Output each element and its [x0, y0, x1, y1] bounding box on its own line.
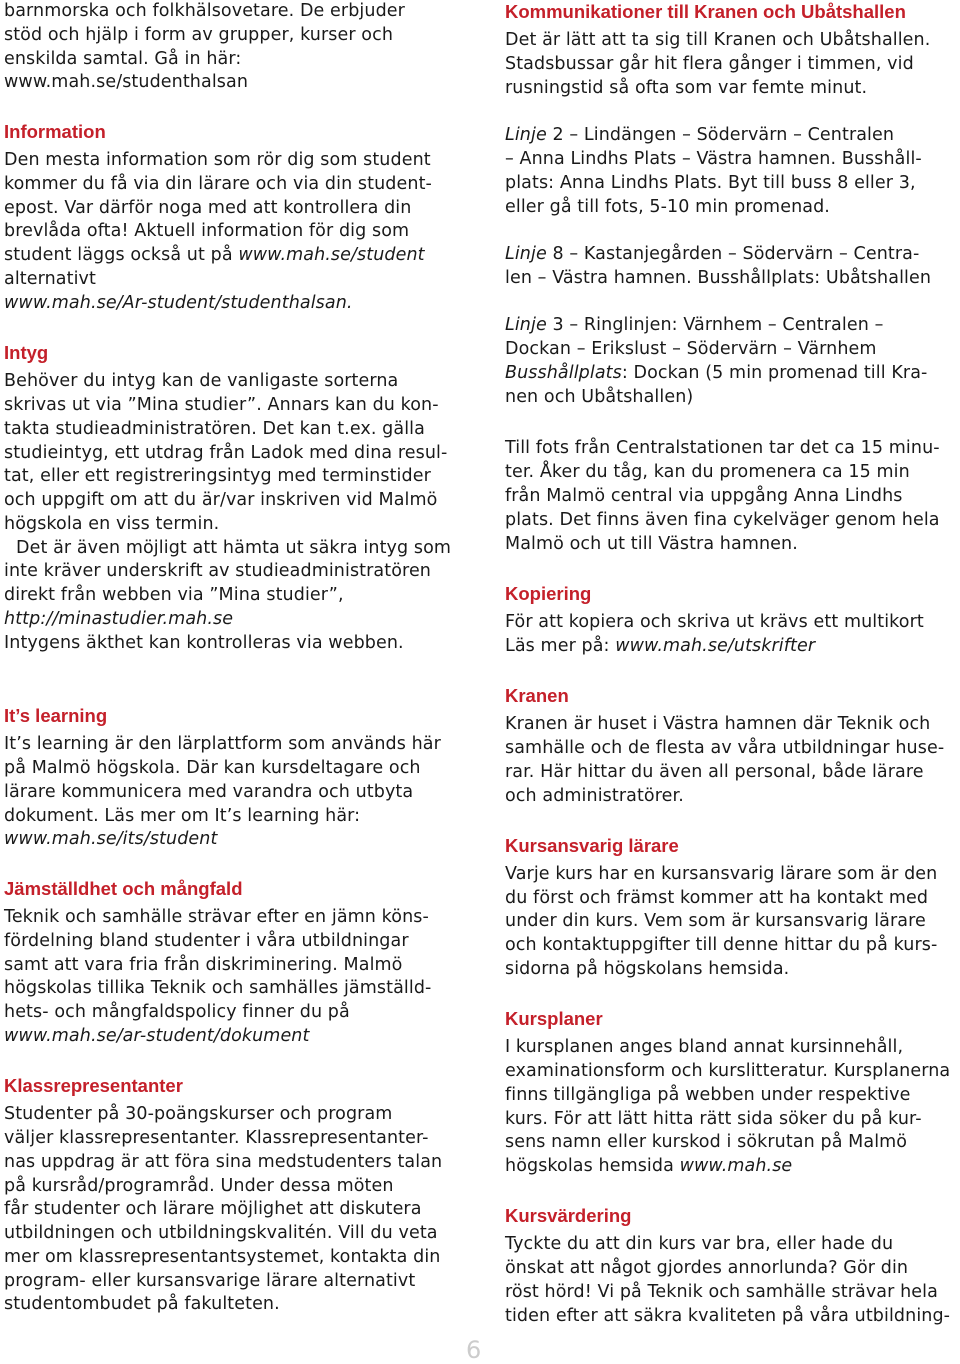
fots-line: Till fots från Centralstationen tar det ca 15 minu- — [505, 438, 940, 458]
linje3-line: nen och Ubåtshallen) — [505, 387, 694, 407]
kursplaner-line: I kursplanen anges bland annat kursinnehåll, — [505, 1037, 904, 1057]
busshallplats-label: Busshållplats — [505, 363, 622, 383]
intyg-line: Det är även möjligt att hämta ut säkra intyg som — [16, 538, 452, 558]
linje-label: Linje — [505, 125, 547, 145]
intyg-line: Behöver du intyg kan de vanligaste sorterna — [4, 371, 399, 391]
kursansvarig-line: under din kurs. Vem som är kursansvarig lärare — [505, 911, 926, 931]
section-heading-jamstalldhet: Jämställdhet och mångfald — [4, 878, 243, 899]
section-heading-klassrepresentanter: Klassrepresentanter — [4, 1075, 183, 1096]
studenthalsan-link-text[interactable]: www.mah.se/Ar-student/studenthalsan. — [4, 293, 353, 313]
klass-line: väljer klassrepresentanter. Klassrepresentanter- — [4, 1128, 429, 1148]
kursvardering-line: tiden efter att säkra kvaliteten på våra utbildning- — [505, 1306, 951, 1326]
fots-line: från Malmö central via uppgång Anna Lindhs — [505, 486, 903, 506]
information-line: Den mesta information som rör dig som student — [4, 150, 431, 170]
linje3-text: : Dockan (5 min promenad till Kra- — [621, 363, 928, 383]
intyg-line: och uppgift om att du är/var inskriven vid Malmö — [4, 490, 438, 510]
komm-line: Det är lätt att ta sig till Kranen och Ubåtshallen. — [505, 30, 931, 50]
its-line: lärare kommunicera med varandra och utbyta — [4, 782, 414, 802]
studenthalsan-link[interactable] — [4, 292, 353, 316]
fots-line: Malmö och ut till Västra hamnen. — [505, 534, 798, 554]
klass-line: program- eller kursansvarige lärare alternativt — [4, 1271, 416, 1291]
linje2-text: 2 – Lindängen – Södervärn – Centralen — [546, 125, 895, 145]
section-heading-kursansvarig: Kursansvarig lärare — [505, 835, 679, 856]
mah-link[interactable]: www.mah.se — [679, 1156, 793, 1176]
kopiering-line — [505, 635, 815, 659]
information-line: epost. Var därför noga med att kontrollera din — [4, 198, 412, 218]
intyg-line: takta studieadministratören. Det kan t.ex. gälla — [4, 419, 425, 439]
its-line: dokument. Läs mer om It’s learning här: — [4, 806, 361, 826]
klass-line: på kursråd/programråd. Under dessa möten — [4, 1176, 394, 1196]
intyg-line: direkt från webben via ”Mina studier”, — [4, 585, 344, 605]
jamstalldhet-line: Teknik och samhälle strävar efter en jämn köns- — [4, 907, 429, 927]
intyg-line: tat, eller ett registreringsintyg med terminstider — [4, 466, 431, 486]
kursplaner-line: examinationsform och kurslitteratur. Kursplanerna — [505, 1061, 951, 1081]
intro-line: enskilda samtal. Gå in här: — [4, 49, 242, 69]
information-line: brevlåda ofta! Aktuell information för dig som — [4, 221, 410, 241]
linje3-text: 3 – Ringlinjen: Värnhem – Centralen – — [546, 315, 884, 335]
kursplaner-line: finns tillgängliga på webben under respektive — [505, 1085, 911, 1105]
minastudier-link-text[interactable]: http://minastudier.mah.se — [4, 609, 234, 629]
information-line — [4, 244, 425, 268]
komm-line: Stadsbussar går hit flera gånger i timmen, vid — [505, 54, 914, 74]
minastudier-link[interactable] — [4, 608, 233, 632]
linje3-line — [505, 362, 927, 386]
kursplaner-text: högskolas hemsida — [505, 1156, 680, 1176]
intro-link[interactable]: www.mah.se/studenthalsan — [4, 72, 249, 92]
kranen-line: rar. Här hittar du även all personal, både lärare — [505, 762, 924, 782]
its-link-text[interactable]: www.mah.se/its/student — [4, 829, 218, 849]
dokument-link[interactable] — [4, 1025, 309, 1049]
fots-line: ter. Åker du tåg, kan du promenera ca 15 min — [505, 462, 910, 482]
section-heading-information: Information — [4, 121, 106, 142]
kursplaner-line: kurs. För att lätt hitta rätt sida söker du på kur- — [505, 1109, 922, 1129]
linje2-line: – Anna Lindhs Plats – Västra hamnen. Busshåll- — [505, 149, 922, 169]
kranen-line: Kranen är huset i Västra hamnen där Teknik och — [505, 714, 931, 734]
intro-line: barnmorska och folkhälsovetare. De erbjuder — [4, 1, 405, 21]
kranen-line: och administratörer. — [505, 786, 684, 806]
section-heading-kommunikationer: Kommunikationer till Kranen och Ubåtshallen — [505, 1, 906, 22]
kopiering-text: Läs mer på: — [505, 636, 616, 656]
section-heading-kranen: Kranen — [505, 685, 569, 706]
kursvardering-line: önskat att något gjordes annorlunda? Gör din — [505, 1258, 909, 1278]
kursvardering-line: röst hörd! Vi på Teknik och samhälle strävar hela — [505, 1282, 938, 1302]
intyg-line: skrivas ut via ”Mina studier”. Annars kan du kon- — [4, 395, 439, 415]
page-number: 6 — [466, 1336, 482, 1364]
klass-line: mer om klassrepresentantsystemet, kontakta din — [4, 1247, 441, 1267]
intyg-line: studieintyg, ett utdrag från Ladok med dina resul- — [4, 443, 448, 463]
intyg-line: inte kräver underskrift av studieadministratören — [4, 561, 431, 581]
kopiering-line: För att kopiera och skriva ut krävs ett multikort — [505, 612, 924, 632]
linje2-line — [505, 124, 894, 148]
kursplaner-line — [505, 1155, 792, 1179]
jamstalldhet-line: högskolas tillika Teknik och samhälles jämställd- — [4, 978, 432, 998]
linje3-line: Dockan – Erikslust – Södervärn – Värnhem — [505, 339, 877, 359]
section-heading-kopiering: Kopiering — [505, 583, 592, 604]
kranen-line: samhälle och de flesta av våra utbildningar huse- — [505, 738, 945, 758]
information-text: student läggs också ut på — [4, 245, 239, 265]
linje8-text: 8 – Kastanjegården – Södervärn – Centra- — [546, 244, 920, 264]
kursansvarig-line: och kontaktuppgifter till denne hittar du på kurs- — [505, 935, 938, 955]
kursvardering-line: Tyckte du att din kurs var bra, eller hade du — [505, 1234, 894, 1254]
linje8-line — [505, 243, 919, 267]
information-line: alternativt — [4, 269, 96, 289]
intyg-line: högskola en viss termin. — [4, 514, 220, 534]
klass-line: utbildningen och utbildningskvalitén. Vill du veta — [4, 1223, 438, 1243]
utskrifter-link[interactable]: www.mah.se/utskrifter — [615, 636, 816, 656]
komm-line: rusningstid så ofta som var femte minut. — [505, 78, 868, 98]
kursansvarig-line: Varje kurs har en kursansvarig lärare som är den — [505, 864, 938, 884]
jamstalldhet-line: samt att vara fria från diskriminering. Malmö — [4, 955, 403, 975]
kursplaner-line: sens namn eller kurskod i sökrutan på Malmö — [505, 1132, 908, 1152]
kursansvarig-line: sidorna på högskolans hemsida. — [505, 959, 790, 979]
its-line: It’s learning är den lärplattform som används här — [4, 734, 441, 754]
linje8-line: len – Västra hamnen. Busshållplats: Ubåtshallen — [505, 268, 932, 288]
intro-line: stöd och hjälp i form av grupper, kurser och — [4, 25, 394, 45]
its-line: på Malmö högskola. Där kan kursdeltagare och — [4, 758, 421, 778]
linje-label: Linje — [505, 315, 547, 335]
section-heading-kursplaner: Kursplaner — [505, 1008, 603, 1029]
klass-line: studentombudet på fakulteten. — [4, 1294, 280, 1314]
section-heading-its-learning: It’s learning — [4, 705, 108, 726]
student-link[interactable]: www.mah.se/student — [238, 245, 425, 265]
linje3-line — [505, 314, 883, 338]
linje2-line: plats: Anna Lindhs Plats. Byt till buss 8 eller 3, — [505, 173, 916, 193]
jamstalldhet-line: fördelning bland studenter i våra utbildningar — [4, 931, 409, 951]
linje2-line: eller gå till fots, 5-10 min promenad. — [505, 197, 830, 217]
jamstalldhet-line: hets- och mångfaldspolicy finner du på — [4, 1002, 350, 1022]
section-heading-kursvardering: Kursvärdering — [505, 1205, 632, 1226]
section-heading-intyg: Intyg — [4, 342, 49, 363]
intyg-line: Intygens äkthet kan kontrolleras via webben. — [4, 633, 404, 653]
klass-line: Studenter på 30-poängskurser och program — [4, 1104, 393, 1124]
klass-line: får studenter och lärare möjlighet att diskutera — [4, 1199, 422, 1219]
dokument-link-text[interactable]: www.mah.se/ar-student/dokument — [4, 1026, 310, 1046]
linje-label: Linje — [505, 244, 547, 264]
klass-line: nas uppdrag är att föra sina medstudenters talan — [4, 1152, 443, 1172]
fots-line: plats. Det finns även fina cykelväger genom hela — [505, 510, 940, 530]
kursansvarig-line: du först och främst kommer att ha kontakt med — [505, 888, 929, 908]
its-link[interactable] — [4, 828, 217, 852]
information-line: kommer du få via din lärare och via din student- — [4, 174, 432, 194]
